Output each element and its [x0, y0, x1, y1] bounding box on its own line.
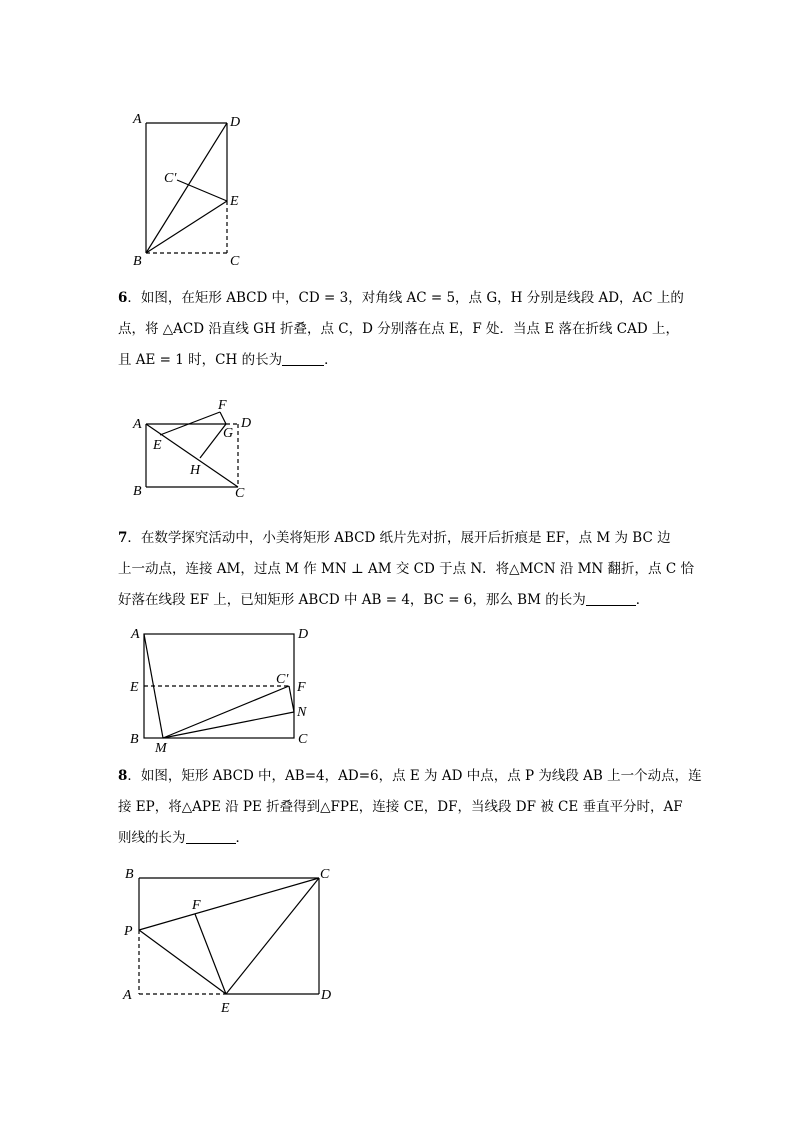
problem-6	[118, 283, 684, 376]
label-a: A	[123, 988, 132, 1003]
problem-number: 8	[118, 768, 128, 784]
label-a: A	[131, 627, 140, 642]
segment-ce	[226, 878, 319, 994]
segment-pc	[139, 878, 319, 930]
label-a: A	[133, 417, 142, 432]
figure-fold-rectangle-5	[130, 110, 250, 270]
label-c-prime: C′	[164, 171, 177, 186]
label-c: C	[230, 254, 240, 269]
label-f: F	[297, 680, 306, 695]
label-d: D	[241, 416, 252, 431]
diagonal-bd	[146, 123, 227, 253]
problem-number: 7	[118, 530, 128, 546]
problem-text-line-1: ．如图，在矩形 ABCD 中，CD = 3，对角线 AC = 5，点 G，H 分别是线段 AD，AC 上的	[127, 290, 684, 306]
problem-end: ．	[324, 352, 338, 368]
segment-fg	[220, 412, 226, 424]
label-a: A	[133, 112, 142, 127]
label-b: B	[125, 867, 134, 882]
problem-7	[118, 523, 694, 616]
label-f: F	[192, 898, 201, 913]
label-e: E	[130, 680, 139, 695]
figure-fold-rectangle-7	[125, 622, 325, 757]
label-n: N	[297, 705, 307, 720]
problem-end: ．	[235, 830, 249, 846]
problem-number: 6	[118, 290, 128, 306]
segment-be	[146, 201, 227, 253]
segment-mn	[163, 712, 294, 738]
figure-fold-rectangle-8	[115, 860, 345, 1020]
problem-text-line-3: 且 AE = 1 时，CH 的长为	[118, 352, 283, 368]
problem-text-line-3: 则线的长为	[118, 830, 186, 846]
segment-pe	[139, 930, 226, 994]
problem-text-line-2: 接 EP，将△APE 沿 PE 折叠得到△FPE，连接 CE，DF，当线段 DF 被 CE 垂直平分时，AF	[118, 799, 683, 815]
answer-blank[interactable]	[186, 830, 236, 845]
label-c: C	[320, 867, 330, 882]
segment-m-c-prime	[163, 686, 289, 738]
label-d: D	[298, 627, 309, 642]
problem-text-line-1: ．在数学探究活动中，小美将矩形 ABCD 纸片先对折，展开后折痕是 EF，点 M 为 BC 边	[127, 530, 671, 546]
label-c: C	[298, 732, 308, 747]
problem-text-line-1: ．如图，矩形 ABCD 中，AB=4，AD=6，点 E 为 AD 中点，点 P 为线段 AB 上一个动点，连	[127, 768, 702, 784]
problem-text-line-2: 上一动点，连接 AM，过点 M 作 MN ⊥ AM 交 CD 于点 N．将△MCN 沿 MN 翻折，点 C 恰	[118, 561, 694, 577]
answer-blank[interactable]	[586, 592, 636, 607]
label-p: P	[124, 924, 133, 939]
label-e: E	[230, 194, 239, 209]
label-c-prime: C′	[276, 672, 289, 687]
label-d: D	[321, 988, 332, 1003]
label-b: B	[130, 732, 139, 747]
label-c: C	[235, 486, 245, 501]
figure-fold-rectangle-6	[130, 395, 260, 505]
segment-c-prime-n	[289, 686, 294, 712]
label-b: B	[133, 254, 142, 269]
problem-text-line-2: 点，将 △ACD 沿直线 GH 折叠，点 C，D 分别落在点 E，F 处．当点 E 落在折线 CAD 上，	[118, 321, 679, 337]
label-d: D	[230, 115, 241, 130]
problem-end: ．	[635, 592, 650, 608]
label-m: M	[155, 741, 167, 756]
label-e: E	[153, 438, 162, 453]
label-h: H	[190, 463, 201, 478]
problem-8	[118, 761, 702, 854]
label-e: E	[221, 1001, 230, 1016]
label-b: B	[133, 484, 142, 499]
answer-blank[interactable]	[282, 352, 324, 367]
label-g: G	[223, 426, 234, 441]
problem-text-line-3: 好落在线段 EF 上，已知矩形 ABCD 中 AB = 4，BC = 6，那么 BM 的长为	[118, 592, 586, 608]
label-f: F	[218, 398, 227, 413]
